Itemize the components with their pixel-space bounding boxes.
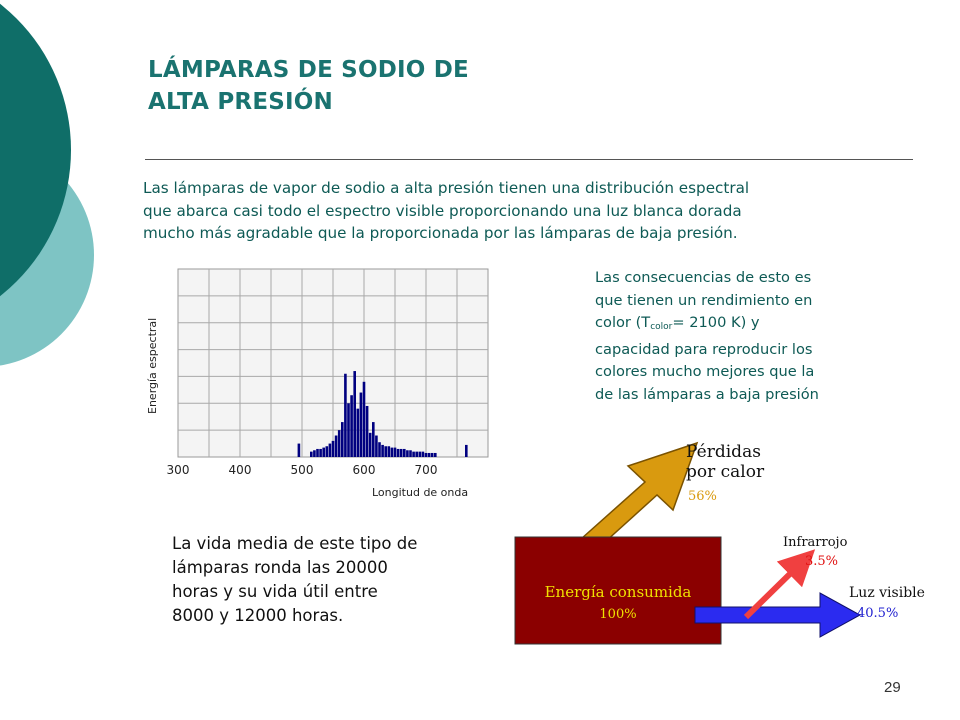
spectral-bar: [347, 403, 350, 457]
spectral-bar: [335, 436, 338, 457]
spectral-bar: [400, 449, 403, 457]
spectral-bar: [329, 444, 332, 457]
chart-y-axis-label: Energía espectral: [146, 317, 159, 414]
spectral-bar: [418, 452, 421, 457]
chart-x-tick-label: 700: [414, 463, 438, 477]
chart-tick-labels: [167, 463, 438, 477]
heat-loss-label-line-2: por calor: [686, 462, 765, 482]
color-temp-prefix: color (T: [595, 314, 651, 331]
spectral-bar: [363, 382, 366, 457]
consumed-energy-title: Energía consumida: [544, 583, 692, 601]
color-temp-suffix: = 2100 K) y: [672, 314, 760, 331]
consequences-line-3: [595, 312, 915, 339]
infrared-value: 3.5%: [805, 554, 839, 569]
spectral-bar: [384, 446, 387, 457]
spectral-bar: [394, 448, 397, 457]
heat-loss-label-line-1: Pérdidas: [686, 442, 761, 462]
intro-line-1: Las lámparas de vapor de sodio a alta presión tienen una distribución espectral: [143, 179, 750, 197]
lifetime-line-3: horas y su vida útil entre: [172, 582, 378, 601]
consumed-energy-value: 100%: [599, 607, 637, 622]
spectral-bar: [406, 450, 409, 457]
spectral-bar: [381, 445, 384, 457]
chart-x-tick-label: 500: [290, 463, 314, 477]
spectral-bar: [313, 450, 316, 457]
spectral-chart: [140, 262, 500, 502]
spectral-bar: [397, 449, 400, 457]
consequences-line-1: Las consecuencias de esto es: [595, 269, 812, 286]
spectral-bar: [403, 449, 406, 457]
page-number: 29: [884, 679, 901, 696]
spectral-bar: [350, 395, 353, 457]
decorative-circles: [0, 0, 100, 400]
spectral-bar: [338, 430, 341, 457]
spectral-bar: [375, 436, 378, 457]
consequences-line-4: capacidad para reproducir los: [595, 340, 813, 358]
energy-balance-diagram: [505, 435, 945, 650]
spectral-bar: [428, 453, 431, 457]
spectral-bar: [372, 422, 375, 457]
color-temp-subscript: color: [650, 322, 673, 332]
spectral-bar: [332, 441, 335, 457]
chart-x-axis-label: Longitud de onda: [372, 486, 469, 499]
lifetime-paragraph: [172, 532, 482, 628]
consequences-line-6: de las lámparas a baja presión: [595, 385, 819, 403]
consequences-line-5: colores mucho mejores que la: [595, 363, 815, 380]
spectral-bar: [319, 449, 322, 457]
spectral-bar: [356, 409, 359, 457]
spectral-bar: [434, 453, 437, 457]
spectral-bar: [360, 393, 363, 457]
spectral-bar: [422, 452, 425, 457]
spectral-bar: [322, 448, 325, 457]
slide-title: [148, 54, 469, 118]
chart-x-tick-label: 600: [352, 463, 376, 477]
spectral-bar: [316, 449, 319, 457]
spectral-bar: [341, 422, 344, 457]
intro-line-3: mucho más agradable que la proporcionada por las lámparas de baja presión.: [143, 224, 738, 242]
spectral-bar: [310, 452, 313, 457]
spectral-bar: [344, 374, 347, 457]
chart-x-tick-label: 300: [166, 463, 190, 477]
title-line-2: ALTA PRESIÓN: [148, 89, 333, 115]
spectral-bar: [325, 446, 328, 457]
chart-x-tick-label: 400: [228, 463, 252, 477]
consequences-paragraph: [595, 267, 915, 406]
spectral-bar: [353, 371, 356, 457]
spectral-bar: [391, 448, 394, 457]
spectral-bar: [412, 452, 415, 457]
spectral-bar: [415, 452, 418, 457]
heat-loss-value: 56%: [688, 489, 717, 504]
spectral-bar: [409, 450, 412, 457]
visible-light-value: 40.5%: [857, 606, 899, 621]
visible-light-label: Luz visible: [849, 585, 925, 601]
spectral-bar: [465, 445, 468, 457]
spectral-bar: [425, 453, 428, 457]
intro-line-2: que abarca casi todo el espectro visible proporcionando una luz blanca dorada: [143, 201, 742, 220]
lifetime-line-1: La vida media de este tipo de: [172, 534, 418, 553]
title-line-1: LÁMPARAS DE SODIO DE: [148, 57, 469, 83]
spectral-bar: [431, 453, 434, 457]
spectral-bar: [369, 433, 372, 457]
title-divider: [145, 159, 913, 160]
consequences-line-2: que tienen un rendimiento en: [595, 291, 813, 309]
lifetime-line-2: lámparas ronda las 20000: [172, 558, 388, 577]
spectral-bar: [387, 446, 390, 457]
lifetime-line-4: 8000 y 12000 horas.: [172, 606, 344, 625]
spectral-bar: [298, 444, 301, 457]
intro-paragraph: [143, 177, 913, 245]
spectral-bar: [366, 406, 369, 457]
infrared-label: Infrarrojo: [783, 535, 848, 550]
spectral-bar: [378, 442, 381, 457]
